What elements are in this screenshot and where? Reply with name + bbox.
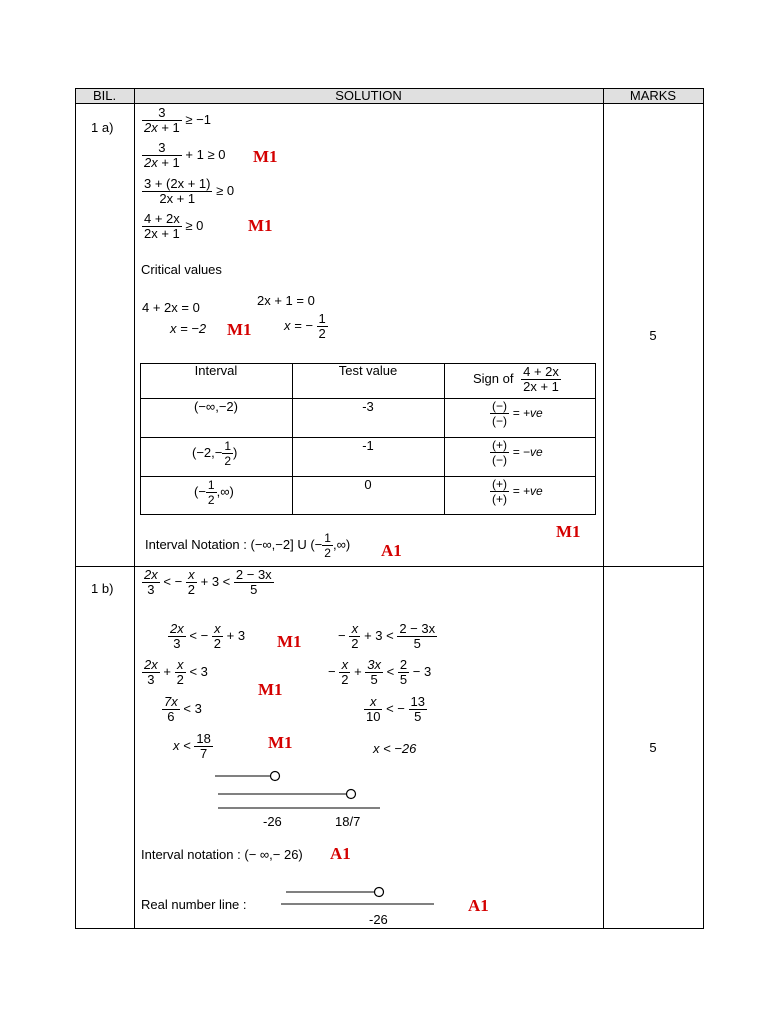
m1-tag: M1 <box>227 320 252 339</box>
m1-tag: M1 <box>556 522 581 541</box>
interval-cell: (−2,− $\frac{1}{2}$ ) <box>192 439 238 468</box>
sign-cell: $\frac{(-)}{(-)}$ = +ve <box>492 399 543 428</box>
axis-label-18-7: 18/7 <box>335 814 361 829</box>
q1a-step4: $\frac{4 + 2x}{2x + 1}$ ≥ 0 <box>144 211 204 241</box>
a1-tag: A1 <box>468 896 489 915</box>
test-value-cell: 0 <box>364 477 372 492</box>
test-value-cell: -3 <box>362 399 374 414</box>
header-bottom-border <box>75 103 704 104</box>
real-number-line-label: Real number line : <box>141 897 247 912</box>
q1b-statement: $\frac{2x}{3}$ < − $\frac{x}{2}$ + 3 < $\frac{2 - 3x}{5}$ <box>144 567 272 597</box>
critical-values-title: Critical values <box>141 262 222 277</box>
table-right-border <box>703 88 704 929</box>
q1b-interval-notation: Interval notation : (− ∞,− 26) <box>141 847 303 862</box>
eq-4plus2x: 4 + 2x = 0 <box>142 300 200 315</box>
sign-table <box>140 363 596 515</box>
header-marks: MARKS <box>629 88 677 103</box>
number-line-2 <box>278 882 438 908</box>
col-divider-1 <box>134 88 135 929</box>
table-bottom-border <box>75 928 704 929</box>
q1b-left-step2: $\frac{2x}{3}$ + $\frac{x}{2}$ < 3 <box>144 657 208 687</box>
header-solution: SOLUTION <box>335 88 402 103</box>
header-bil: BIL. <box>92 88 117 103</box>
q1b-right-step4: x < −26 <box>373 741 417 756</box>
a1-tag: A1 <box>330 844 351 863</box>
th-sign-of: Sign of $\frac{4 + 2x}{2x + 1}$ <box>473 364 559 394</box>
interval-cell: (− $\frac{1}{2}$ ,∞) <box>194 478 234 507</box>
sol-x-minus-half: x = − $\frac{1}{2}$ <box>284 311 326 341</box>
q1b-left-step1: $\frac{2x}{3}$ < − $\frac{x}{2}$ + 3 <box>170 621 246 651</box>
q1a-marks: 5 <box>649 328 657 343</box>
row-divider <box>75 566 704 567</box>
eq-2xplus1: 2x + 1 = 0 <box>257 293 315 308</box>
q1b-right-step2: − $\frac{x}{2}$ + $\frac{3x}{5}$ < $\frac{2}{5}$ − 3 <box>328 657 432 687</box>
m1-tag: M1 <box>268 733 293 752</box>
sign-cell: $\frac{(+)}{(+)}$ = +ve <box>492 477 543 506</box>
th-interval: Interval <box>194 363 238 378</box>
sol-x-minus2: x = −2 <box>170 321 207 336</box>
test-value-cell: -1 <box>362 438 374 453</box>
a1-tag: A1 <box>381 541 402 560</box>
q1b-right-step3: $\frac{x}{10}$ < − $\frac{13}{5}$ <box>366 694 425 724</box>
m1-tag: M1 <box>277 632 302 651</box>
th-test-value: Test value <box>338 363 398 378</box>
m1-tag: M1 <box>248 216 273 235</box>
table-left-border <box>75 88 76 929</box>
q1b-left-step4: x < $\frac{18}{7}$ <box>173 731 211 761</box>
interval-cell: (−∞,−2) <box>194 399 238 414</box>
q1b-marks: 5 <box>649 740 657 755</box>
sign-cell: $\frac{(+)}{(-)}$ = −ve <box>492 438 543 467</box>
q1b-left-step3: $\frac{7x}{6}$ < 3 <box>164 694 202 724</box>
interval-notation: Interval Notation : (−∞,−2] U (− $\frac{1}{2}$ ,∞) <box>145 531 351 560</box>
number-line-1 <box>210 766 390 816</box>
axis-label-neg26: -26 <box>263 814 282 829</box>
col-divider-2 <box>603 88 604 929</box>
m1-tag: M1 <box>258 680 283 699</box>
q1a-step3: $\frac{3 + (2x + 1)}{2x + 1}$ ≥ 0 <box>144 176 235 206</box>
m1-tag: M1 <box>253 147 278 166</box>
axis-label-neg26: -26 <box>369 912 388 927</box>
q1a-step1: $\frac{3}{2x + 1}$ ≥ −1 <box>144 105 211 135</box>
q1b-label: 1 b) <box>91 581 114 596</box>
q1a-label: 1 a) <box>91 120 114 135</box>
q1a-step2: $\frac{3}{2x + 1}$ + 1 ≥ 0 <box>144 140 226 170</box>
q1b-right-step1: − $\frac{x}{2}$ + 3 < $\frac{2 - 3x}{5}$ <box>338 621 436 651</box>
